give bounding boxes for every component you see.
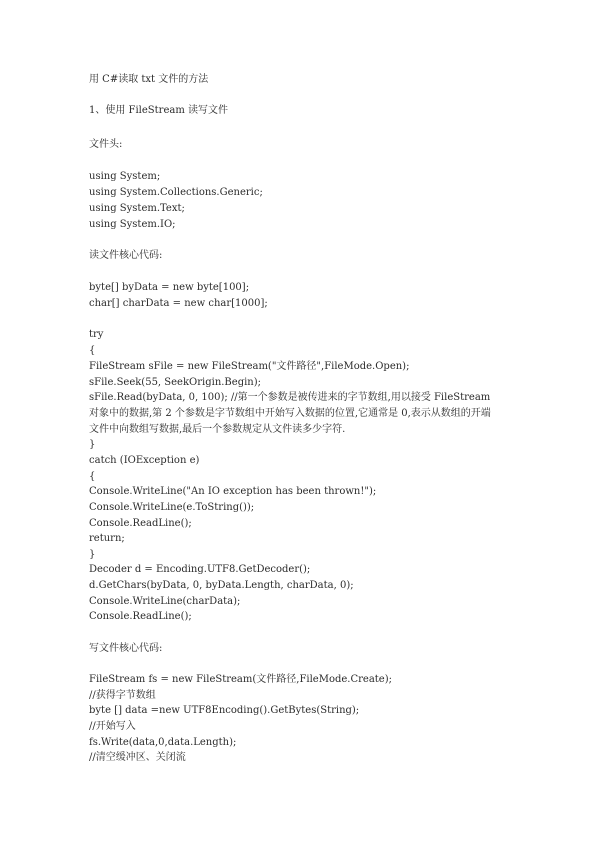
code-line: fs.Write(data,0,data.Length); <box>89 737 237 748</box>
code-line: byte[] byData = new byte[100]; <box>89 282 250 293</box>
code-line: sFile.Read(byData, 0, 100); //第一个参数是被传进来的字节数组,用以接受 FileStream <box>89 392 491 403</box>
code-line: { <box>89 345 96 356</box>
code-line: using System; <box>89 171 161 182</box>
code-line: Console.WriteLine(charData); <box>89 596 241 607</box>
code-line: } <box>89 439 96 450</box>
code-line: 对象中的数据,第 2 个参数是字节数组中开始写入数据的位置,它通常是 0,表示从数组的开端 <box>89 408 491 419</box>
code-line: using System.Collections.Generic; <box>89 187 263 198</box>
document-title: 用 C#读取 txt 文件的方法 <box>89 74 209 85</box>
code-line: byte [] data =new UTF8Encoding().GetBytes(String); <box>89 705 360 716</box>
code-line: Decoder d = Encoding.UTF8.GetDecoder(); <box>89 564 311 575</box>
code-line: } <box>89 549 96 560</box>
code-line: //清空缓冲区、关闭流 <box>89 752 186 763</box>
code-line: using System.IO; <box>89 219 176 230</box>
code-line: Console.WriteLine("An IO exception has been thrown!"); <box>89 486 377 497</box>
code-line: catch (IOException e) <box>89 455 200 466</box>
code-line: { <box>89 471 96 482</box>
code-line: char[] charData = new char[1000]; <box>89 298 268 309</box>
code-line: Console.WriteLine(e.ToString()); <box>89 502 255 513</box>
section-heading: 1、使用 FileStream 读写文件 <box>89 105 228 116</box>
code-line: 文件中向数组写数据,最后一个参数规定从文件读多少字符. <box>89 424 346 435</box>
code-line: try <box>89 329 104 340</box>
code-line: //获得字节数组 <box>89 690 156 701</box>
write-label: 写文件核心代码: <box>89 643 163 654</box>
code-line: return; <box>89 533 125 544</box>
code-line: FileStream fs = new FileStream(文件路径,FileMode.Create); <box>89 674 392 685</box>
code-line: Console.ReadLine(); <box>89 611 192 622</box>
code-line: //开始写入 <box>89 721 136 732</box>
code-line: using System.Text; <box>89 203 185 214</box>
code-line: Console.ReadLine(); <box>89 518 192 529</box>
code-line: FileStream sFile = new FileStream("文件路径",FileMode.Open); <box>89 361 410 372</box>
read-label: 读文件核心代码: <box>89 250 163 261</box>
header-label: 文件头: <box>89 139 123 150</box>
code-line: d.GetChars(byData, 0, byData.Length, charData, 0); <box>89 580 354 591</box>
code-line: sFile.Seek(55, SeekOrigin.Begin); <box>89 377 262 388</box>
